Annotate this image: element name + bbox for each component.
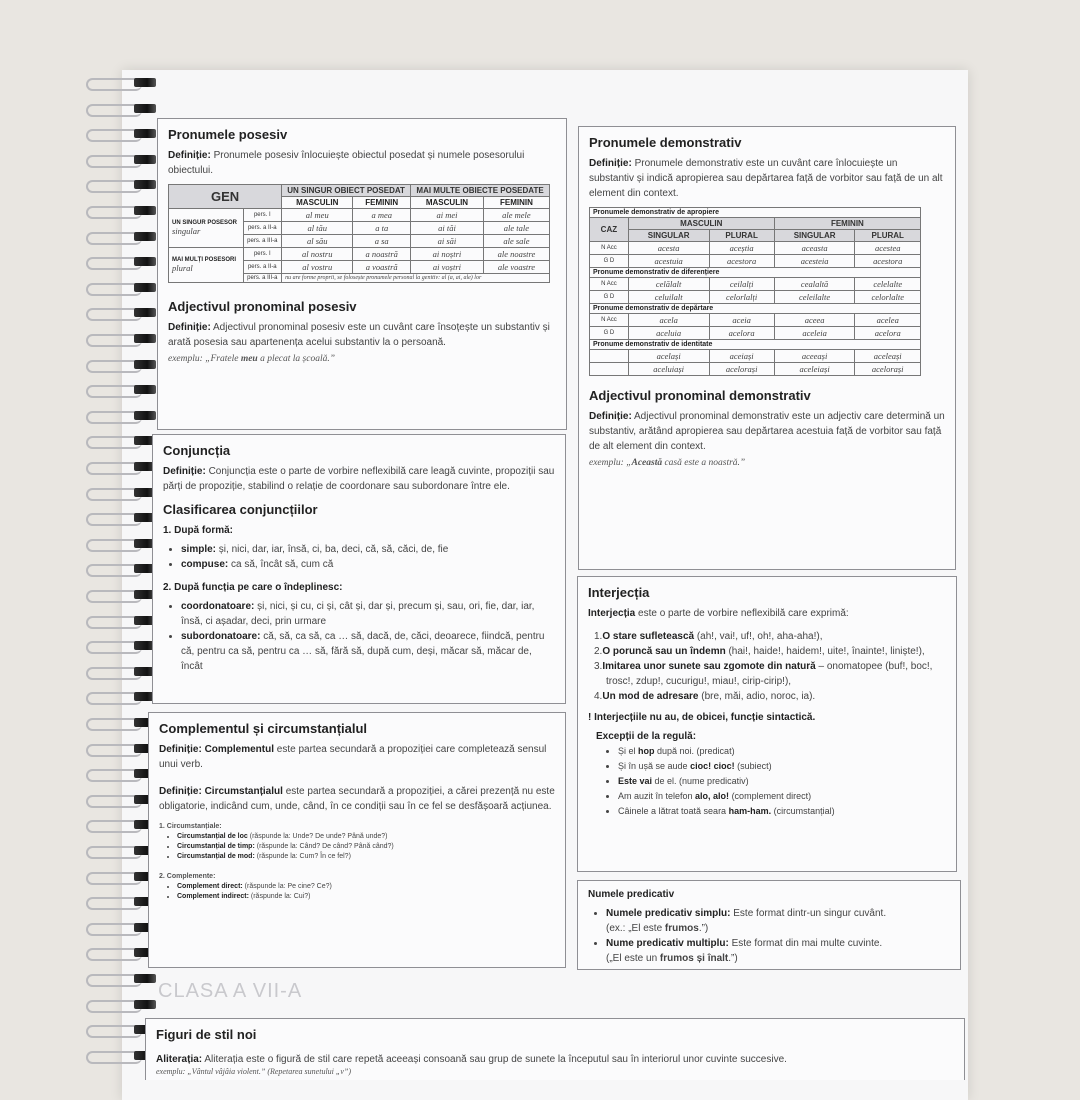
definition: Definiție: Adjectivul pronominal posesiv este un cuvânt care însoțește un substantiv și arată posesia sau apartenența acelui substantiv la o persoană. xyxy=(168,322,550,348)
demonstrative-table: Pronumele demonstrativ de apropiere CAZ MASCULIN FEMININ SINGULAR PLURAL SINGULAR PLURAL N Acc acesta aceștia aceasta acestea G D acestuia acestora acesteia acestora Pronume demonstrativ de diferențiere N Acc celălalt ceilalți cealaltă celelalte G D celuilalt celorlalți celeilalte celorlalte Pronume demonstrativ de depărtare N Acc acela aceia aceea acelea G D aceluia acelora aceleia acelora Pronume demonstrativ de identitate același aceiași aceeași aceleași aceluiași acelorași aceleiași acelorași xyxy=(589,207,921,376)
spiral-ring xyxy=(86,820,156,830)
spiral-ring xyxy=(86,257,156,267)
header-fem: FEMININ xyxy=(774,218,920,230)
header-multi-object: MAI MULTE OBIECTE POSEDATE xyxy=(411,185,550,197)
section-conjunctia xyxy=(152,434,566,704)
list xyxy=(159,882,555,902)
interjection-list xyxy=(588,629,946,704)
list-item: • simple: și, nici, dar, iar, însă, ci, ba, deci, că, să, căci, de, fie xyxy=(181,542,555,557)
definition: Definiție: Conjuncția este o parte de vorbire neflexibilă care leagă cuvinte, propoziții sau părți de propoziție, stabilind o relație de coordonare sau subordonare între ele. xyxy=(163,466,555,492)
spiral-ring xyxy=(86,872,156,882)
spiral-ring xyxy=(86,129,156,139)
list-item: • coordonatoare: și, nici, și cu, ci și, cât și, dar și, precum și, sau, ori, fie, dar, iar, însă, ci așadar, deci, prin urmare xyxy=(181,599,555,629)
spiral-ring xyxy=(86,206,156,216)
spiral-ring xyxy=(86,155,156,165)
table-row: același aceiași aceeași aceleași xyxy=(590,350,921,363)
spiral-ring xyxy=(86,283,156,293)
list-item: 1.O stare sufletească (ah!, vai!, uf!, oh!, aha-aha!), xyxy=(594,631,823,642)
table-row: pers. a II-a al vostru a voastră ai voștri ale voastre xyxy=(169,261,550,274)
section-title: Pronumele demonstrativ xyxy=(589,135,742,150)
table-row: MAI MULȚI POSESORI plural pers. I al nostru a noastră ai noștri ale noastre xyxy=(169,248,550,261)
spiral-ring xyxy=(86,78,156,88)
header-masc: MASCULIN xyxy=(628,218,774,230)
section-title-adj-demonstrativ: Adjectivul pronominal demonstrativ xyxy=(589,388,811,403)
table-row: N Acc acesta aceștia aceasta acestea xyxy=(590,242,921,255)
list-item: • Nume predicativ multiplu: Este format din mai multe cuvinte. („El este un frumos și înalt.”) xyxy=(606,936,950,966)
spiral-ring xyxy=(86,744,156,754)
list-item: • Și el hop după noi. (predicat) xyxy=(618,744,946,759)
table-subheading: Pronume demonstrativ de diferențiere xyxy=(590,268,921,278)
table-row: UN SINGUR POSESOR singular pers. I al meu a mea ai mei ale mele xyxy=(169,209,550,222)
section-title: Numele predicativ xyxy=(588,889,675,900)
section-nume-predicativ xyxy=(577,880,961,970)
list-item: • Complement direct: (răspunde la: Pe cine? Ce?) xyxy=(177,882,555,892)
list-item: • Circumstanțial de loc (răspunde la: Unde? De unde? Până unde?) xyxy=(177,832,555,842)
list-item: 2.O poruncă sau un îndemn (hai!, haide!, haidem!, uite!, înainte!, liniște!), xyxy=(594,646,925,657)
class-label: CLASA A VII-A xyxy=(158,980,303,1002)
list xyxy=(163,599,555,674)
section-figuri-de-stil xyxy=(145,1018,965,1080)
spiral-ring xyxy=(86,974,156,984)
spiral-ring xyxy=(86,795,156,805)
list-item: • Circumstanțial de timp: (răspunde la: Când? De când? Până când?) xyxy=(177,842,555,852)
group-un-singur: UN SINGUR POSESOR singular xyxy=(169,209,244,248)
spiral-ring xyxy=(86,923,156,933)
table-row: pers. a III-a nu are forme proprii, se folosește pronumele personal la genitiv: al (a, ai, ale) lor xyxy=(169,274,550,283)
header-caz: CAZ xyxy=(590,218,629,242)
spiral-ring xyxy=(86,718,156,728)
example: exemplu: „Această casă este a noastră.” xyxy=(589,458,746,468)
table-row: N Acc celălalt ceilalți cealaltă celelalte xyxy=(590,278,921,291)
note: ! Interjecțiile nu au, de obicei, funcție sintactică. xyxy=(588,712,816,723)
list-title: 2. Complemente: xyxy=(159,873,216,880)
table-row: G D aceluia acelora aceleia acelora xyxy=(590,327,921,340)
list xyxy=(159,832,555,862)
spiral-ring xyxy=(86,513,156,523)
section-pronumele-posesiv xyxy=(157,118,567,430)
spiral-ring xyxy=(86,488,156,498)
spiral-ring xyxy=(86,411,156,421)
list-item: • subordonatoare: că, să, ca să, ca … să, dacă, de, căci, deoarece, fiindcă, pentru că, pentru ca să, pentru ca … să, fără să, după cum, deși, măcar să, măcar de, încât xyxy=(181,629,555,674)
spiral-ring xyxy=(86,897,156,907)
table-row: pers. a III-a al său a sa ai săi ale sale xyxy=(169,235,550,248)
definition: Definiție: Pronumele demonstrativ este un cuvânt care înlocuiește un substantiv și indică apropierea sau depărtarea față de vorbitor sau față de un alt element din context. xyxy=(589,158,943,199)
spiral-ring xyxy=(86,692,156,702)
list-item: • compuse: ca să, încât să, cum că xyxy=(181,557,555,572)
definition: Definiție: Complementul este partea secundară a propoziției care completează sensul unui verb. xyxy=(159,744,547,770)
spiral-ring xyxy=(86,360,156,370)
list-title: 2. După funcția pe care o îndeplinesc: xyxy=(163,582,343,593)
section-complement xyxy=(148,712,566,968)
list xyxy=(588,906,950,966)
table-row: aceluiași acelorași aceleiași acelorași xyxy=(590,363,921,376)
table-subheading: Pronume demonstrativ de depărtare xyxy=(590,304,921,314)
list-title: 1. Circumstanțiale: xyxy=(159,823,222,830)
header-fem: FEMININ xyxy=(353,197,411,209)
spiral-ring xyxy=(86,539,156,549)
list-item: • Și în ușă se aude cioc! cioc! (subiect) xyxy=(618,759,946,774)
spiral-ring xyxy=(86,590,156,600)
table-row: pers. a II-a al tău a ta ai tăi ale tale xyxy=(169,222,550,235)
spiral-ring xyxy=(86,641,156,651)
subsection-title: Clasificarea conjuncțiilor xyxy=(163,502,318,517)
header-fem: FEMININ xyxy=(483,197,549,209)
table-row: G D acestuia acestora acesteia acestora xyxy=(590,255,921,268)
list-title: 1. După formă: xyxy=(163,525,234,536)
list-item: • Numele predicativ simplu: Este format dintr-un singur cuvânt. (ex.: „El este frumos.”) xyxy=(606,906,950,936)
definition: Definiție: Adjectivul pronominal demonstrativ este un adjectiv care determină un substantiv, arătând apropierea sau depărtarea acestuia față de vorbitor sau față de alt element din context. xyxy=(589,411,945,452)
table-row: N Acc acela aceia aceea acelea xyxy=(590,314,921,327)
spiral-ring xyxy=(86,232,156,242)
spiral-ring xyxy=(86,308,156,318)
intro: Interjecția este o parte de vorbire neflexibilă care exprimă: xyxy=(588,608,849,619)
list-item: • Câinele a lătrat toată seara ham-ham. (circumstanțial) xyxy=(618,804,946,819)
table-row: G D celuilalt celorlalți celeilalte celorlalte xyxy=(590,291,921,304)
spiral-ring xyxy=(86,564,156,574)
spiral-ring xyxy=(86,462,156,472)
section-interjectia xyxy=(577,576,957,872)
section-title: Interjecția xyxy=(588,585,650,600)
spiral-ring xyxy=(86,180,156,190)
list-item: 4.Un mod de adresare (bre, măi, adio, noroc, ia). xyxy=(594,691,816,702)
header-masc: MASCULIN xyxy=(411,197,484,209)
section-title-adj-posesiv: Adjectivul pronominal posesiv xyxy=(168,299,357,314)
spiral-ring xyxy=(86,334,156,344)
section-title: Pronumele posesiv xyxy=(168,127,288,142)
list-item: • Complement indirect: (răspunde la: Cui?) xyxy=(177,892,555,902)
example: exemplu: „Vântul vâjâia violent.” (Repetarea sunetului „v”) xyxy=(156,1067,351,1076)
group-mai-multi: MAI MULȚI POSESORI plural xyxy=(169,248,244,283)
definition: Aliterația: Aliterația este o figură de stil care repetă aceeași consoană sau grup de sunete la începutul sau în interiorul unor cuvinte succesive. xyxy=(156,1054,787,1065)
header-single-object: UN SINGUR OBIECT POSEDAT xyxy=(282,185,411,197)
exception-list xyxy=(588,744,946,819)
section-pronumele-demonstrativ xyxy=(578,126,956,570)
definition: Definiție: Circumstanțialul este partea secundară a propoziției, a cărei prezență nu este obligatorie, indicând cum, unde, când, în ce condiții sau în ce fel se desfășoară acțiunea. xyxy=(159,786,555,812)
spiral-ring xyxy=(86,385,156,395)
possessive-table xyxy=(168,184,550,283)
spiral-ring xyxy=(86,436,156,446)
spiral-ring xyxy=(86,667,156,677)
spiral-ring xyxy=(86,769,156,779)
definition: Definiție: Pronumele posesiv înlocuiește obiectul posedat și numele posesorului obiectului. xyxy=(168,150,525,176)
list xyxy=(163,542,555,572)
list-item: • Am auzit în telefon alo, alo! (complement direct) xyxy=(618,789,946,804)
spiral-ring xyxy=(86,948,156,958)
spiral-ring xyxy=(86,104,156,114)
section-title: Conjuncția xyxy=(163,443,231,458)
spiral-ring xyxy=(86,616,156,626)
list-title: Excepții de la regulă: xyxy=(596,731,697,742)
table-subheading: Pronume demonstrativ de identitate xyxy=(590,340,921,350)
header-gen: GEN xyxy=(169,185,282,209)
list-item: • Circumstanțial de mod: (răspunde la: Cum? În ce fel?) xyxy=(177,852,555,862)
header-masc: MASCULIN xyxy=(282,197,353,209)
section-title: Figuri de stil noi xyxy=(156,1027,257,1042)
spiral-ring xyxy=(86,846,156,856)
spiral-ring xyxy=(86,1000,156,1010)
section-title: Complementul și circumstanțialul xyxy=(159,721,368,736)
list-item: 3.Imitarea unor sunete sau zgomote din natură – onomatopee (buf!, boc!, trosc!, zdup!, cucurigu!, miau!, cirip-cirip!), xyxy=(594,661,933,687)
list-item: • Este vai de el. (nume predicativ) xyxy=(618,774,946,789)
example: exemplu: „Fratele meu a plecat la școală.” xyxy=(168,354,336,364)
